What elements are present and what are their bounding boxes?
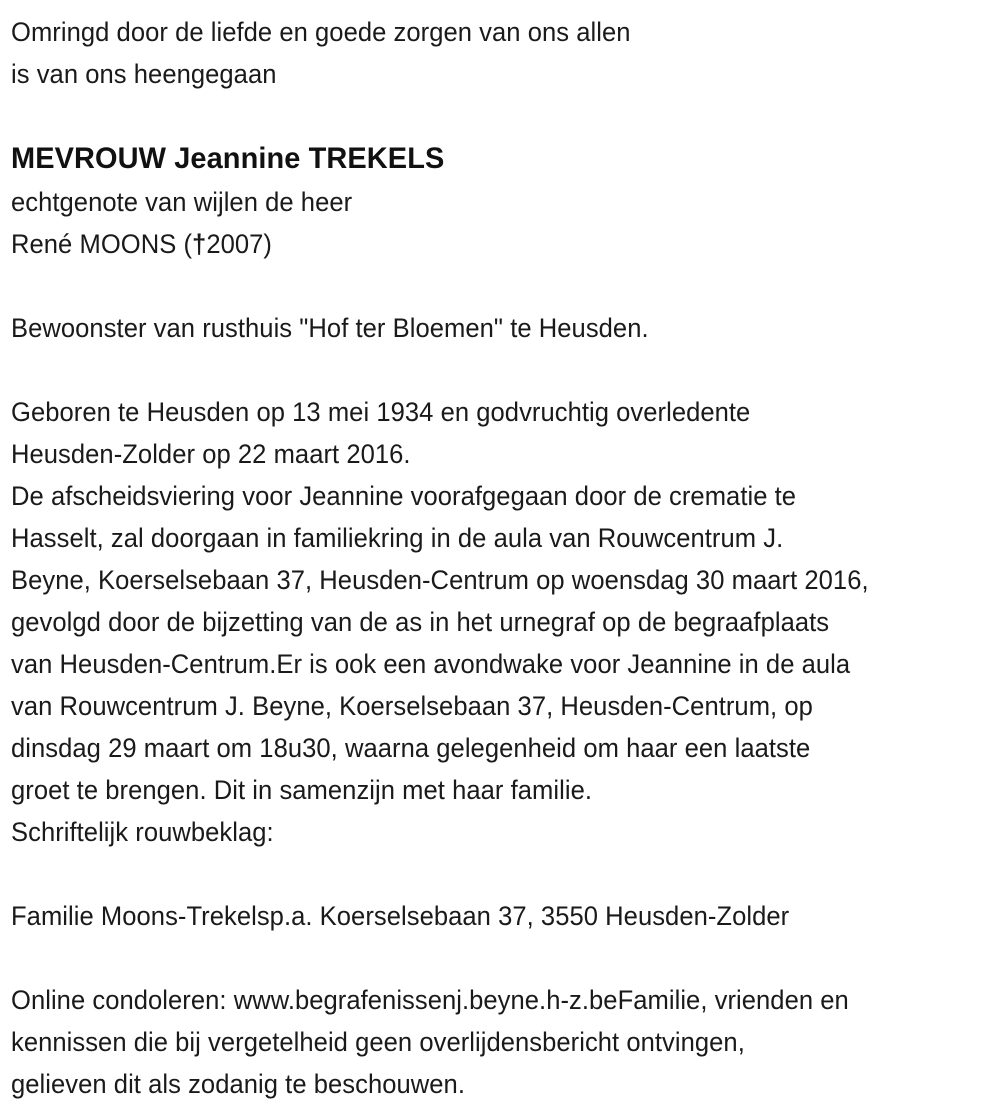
details-line-9: dinsdag 29 maart om 18u30, waarna gelegenheid om haar een laatste [11,733,811,763]
spacer-after-details [11,853,990,895]
details-line-3: De afscheidsviering voor Jeannine voorafgegaan door de crematie te [11,481,797,511]
details-line-4: Hasselt, zal doorgaan in familiekring in de aula van Rouwcentrum J. [11,523,784,553]
deceased-block [11,137,990,265]
condolence-address-paragraph [11,895,990,937]
dagger-icon: † [192,229,207,259]
spouse-name-line [11,223,956,265]
spouse-name-prefix: René MOONS ( [11,229,193,259]
details-line-6: gevolgd door de bijzetting van de as in het urnegraf op de begraafplaats [11,607,830,637]
details-line-2: Heusden-Zolder op 22 maart 2016. [11,439,411,469]
details-line-1: Geboren te Heusden op 13 mei 1934 en godvruchtig overledente [11,397,751,427]
details-paragraph [11,391,990,853]
intro-line-1: Omringd door de liefde en goede zorgen van ons allen [11,17,631,47]
residence-paragraph [11,307,990,349]
details-line-5: Beyne, Koerselsebaan 37, Heusden-Centrum op woensdag 30 maart 2016, [11,565,869,595]
deceased-name: MEVROUW Jeannine TREKELS [11,142,445,175]
online-line-1: Online condoleren: www.begrafenissenj.beyne.h-z.beFamilie, vrienden en [11,985,849,1015]
spacer-after-residence [11,349,990,391]
intro-paragraph [11,11,990,95]
spacer-after-address [11,937,990,979]
spacer-after-intro [11,95,990,137]
spacer-after-deceased [11,265,990,307]
online-line-2: kennissen die bij vergetelheid geen overlijdensbericht ontvingen, [11,1027,745,1057]
spouse-intro-line: echtgenote van wijlen de heer [11,187,353,217]
details-line-11: Schriftelijk rouwbeklag: [11,817,274,847]
details-line-7: van Heusden-Centrum.Er is ook een avondwake voor Jeannine in de aula [11,649,851,679]
spouse-name-suffix: ) [263,229,272,259]
condolence-address-line-1: Familie Moons-Trekelsp.a. Koerselsebaan 37, 3550 Heusden-Zolder [11,901,790,931]
intro-line-2: is van ons heengegaan [11,59,277,89]
online-condolence-paragraph [11,979,990,1105]
details-line-8: van Rouwcentrum J. Beyne, Koerselsebaan 37, Heusden-Centrum, op [11,691,813,721]
details-line-10: groet te brengen. Dit in samenzijn met haar familie. [11,775,593,805]
online-line-3: gelieven dit als zodanig te beschouwen. [11,1069,465,1099]
residence-line-1: Bewoonster van rusthuis "Hof ter Bloemen" te Heusden. [11,313,649,343]
spouse-death-year: 2007 [206,229,264,259]
